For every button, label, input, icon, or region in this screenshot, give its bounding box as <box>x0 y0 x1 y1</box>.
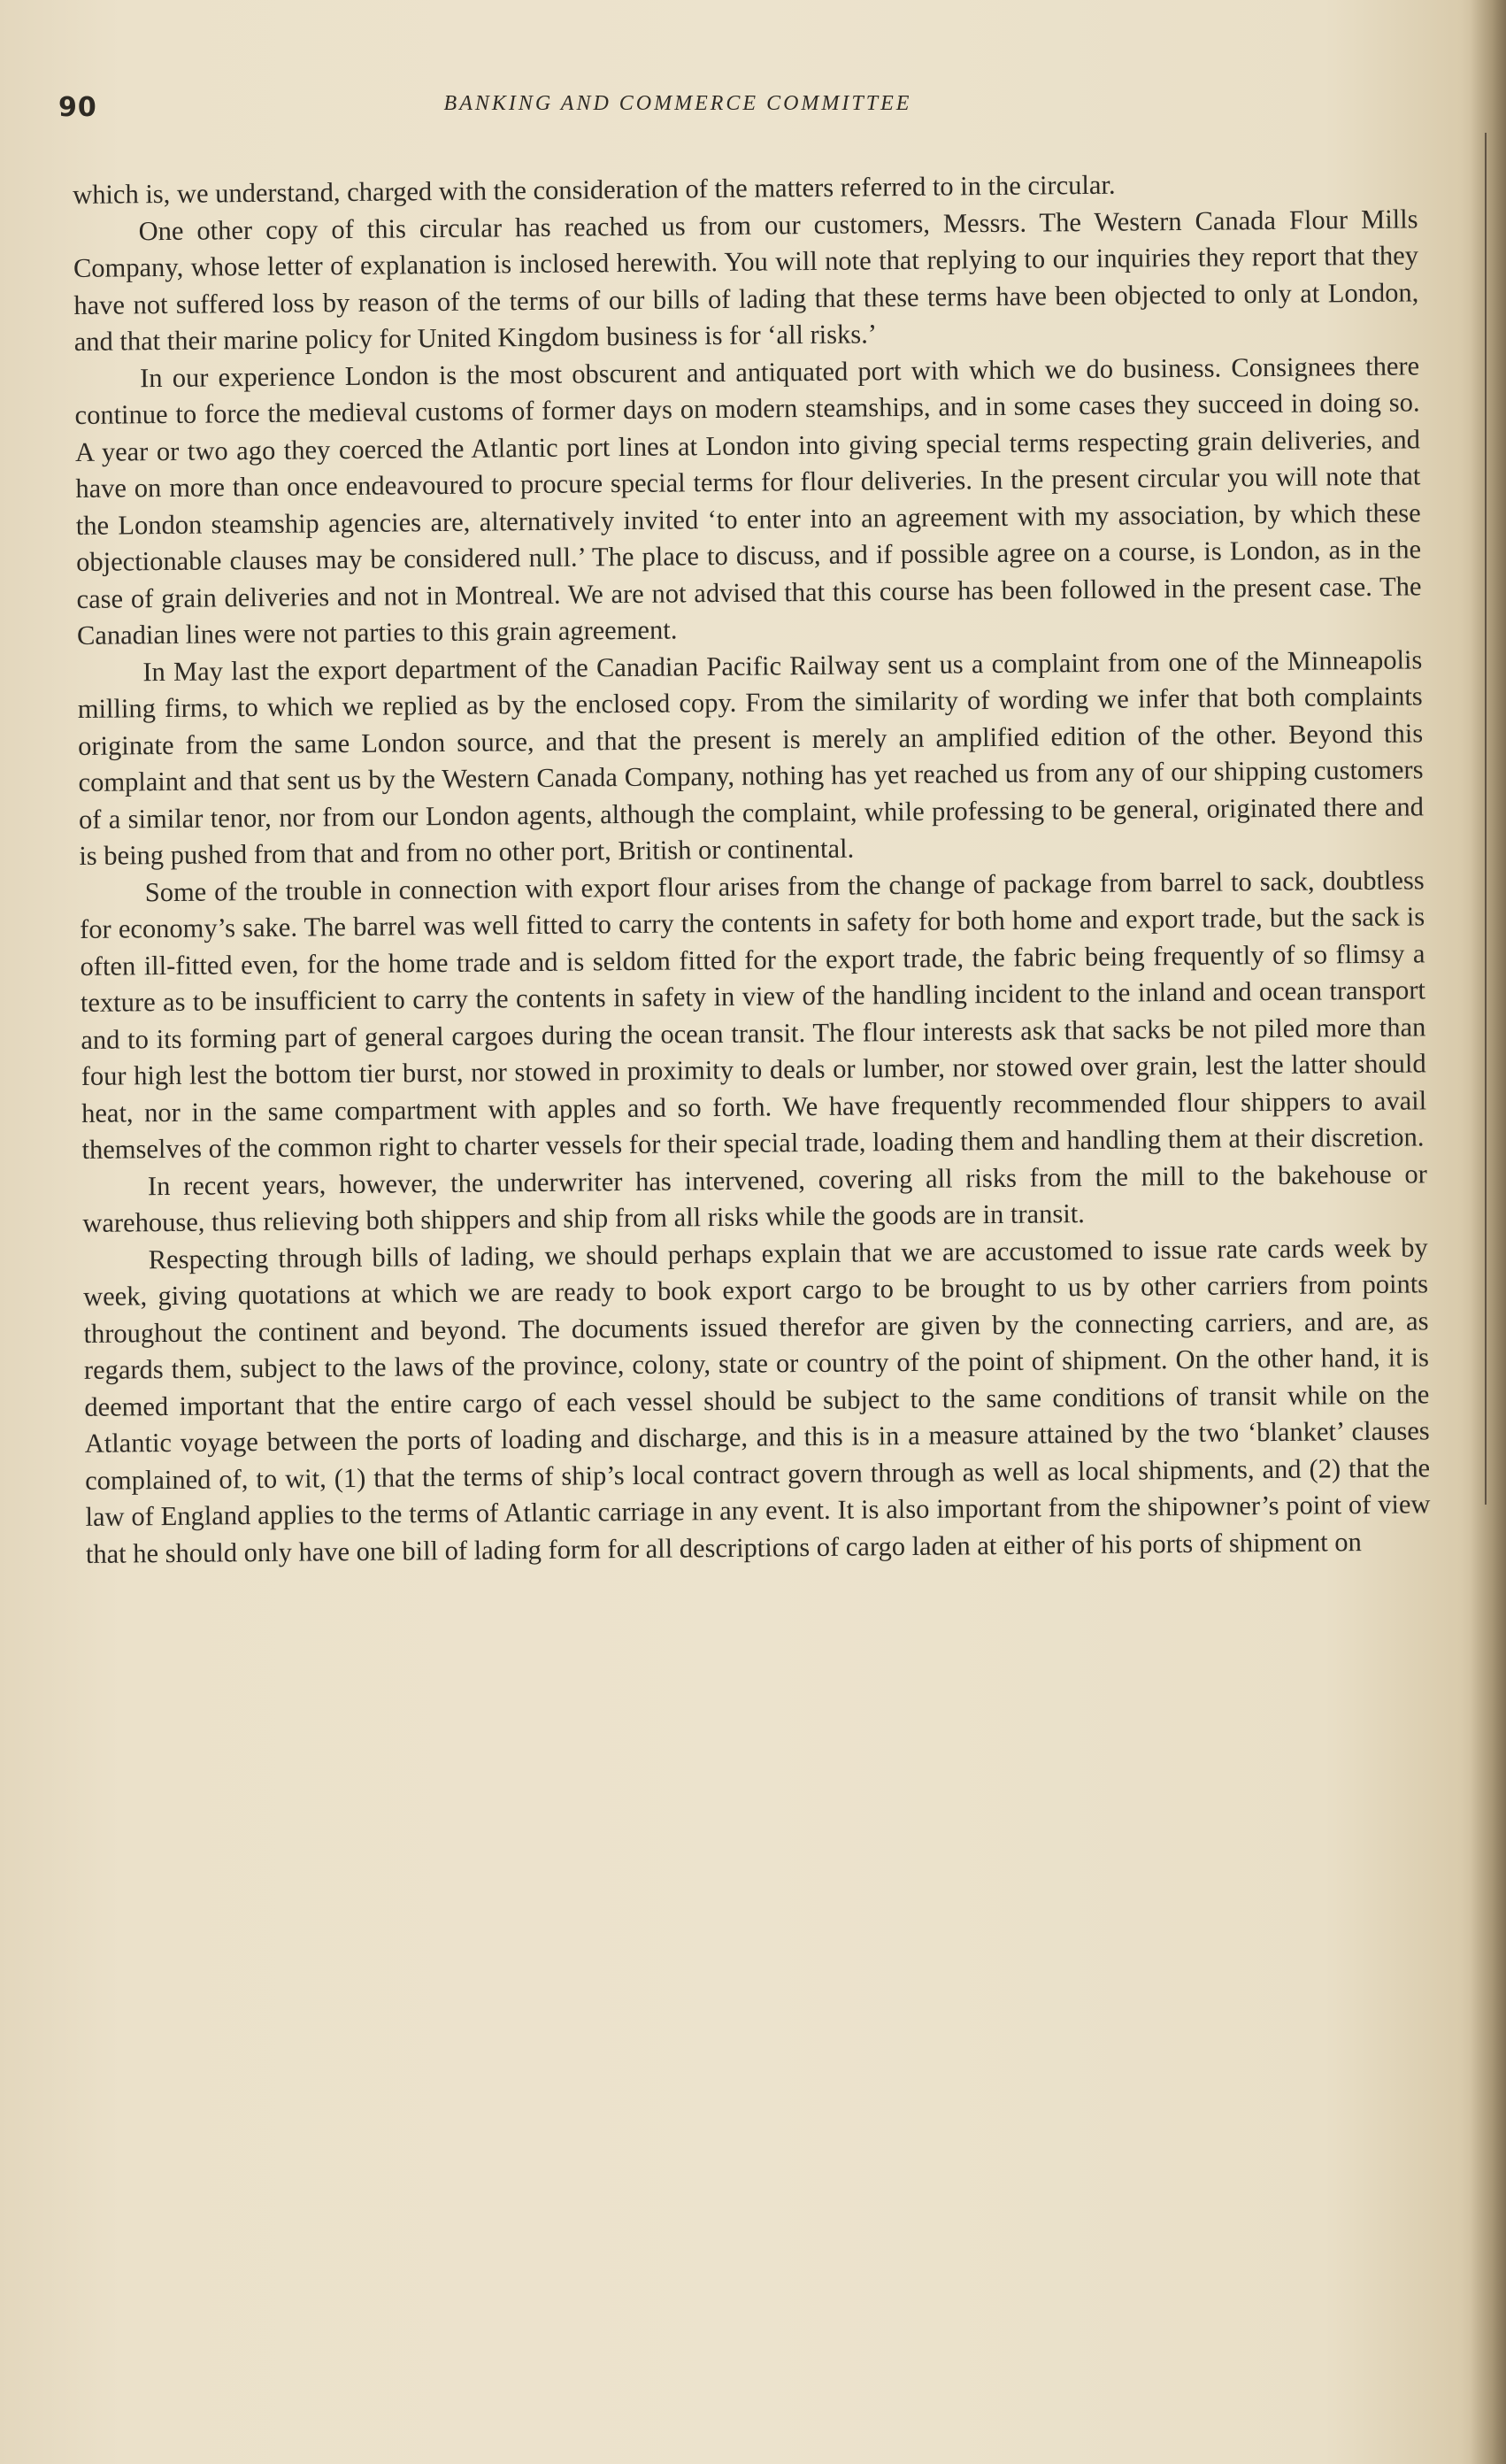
paragraph: Respecting through bills of lading, we should perhaps explain that we are accustomed to issue rate cards week by week, giving quotations at which we are ready to book export cargo to be brought to us by other carriers from points throughout the continent and beyond. The documents issued therefor are given by the connecting carriers, and are, as regards them, subject to the laws of the province, colony, state or country of the point of shipment. On the other hand, it is deemed important that the entire cargo of each vessel should be subject to the same conditions of transit while on the Atlantic voyage between the ports of loading and discharge, and this is in a measure attained by the two ‘blanket’ clauses complained of, to wit, (1) that the terms of ship’s local contract govern through as well as local shipments, and (2) that the law of England applies to the terms of Atlantic carriage in any event. It is also important from the shipowner’s point of view that he should only have one bill of lading form for all descriptions of cargo laden at either of his ports of shipment on <box>82 1231 1431 1569</box>
page-header <box>58 92 1421 127</box>
paragraph: In May last the export department of the Canadian Pacific Railway sent us a complaint from one of the Minneapolis milling firms, to which we replied as by the enclosed copy. From the similarity of wording we infer that both complaints originate from the same London source, and that the present is merely an amplified edition of the other. Beyond this complaint and that sent us by the Western Canada Company, nothing has yet reached us from any of our shipping customers of a similar tenor, nor from our London agents, although the complaint, while professing to be general, originated there and is being pushed from that and from no other port, British or continental. <box>77 643 1425 871</box>
running-head: BANKING AND COMMERCE COMMITTEE <box>443 92 912 115</box>
paragraph: In recent years, however, the underwriter has intervened, covering all risks from the mill to the bakehouse or warehouse, thus relieving both shippers and ship from all risks while the goods are in transit. <box>82 1158 1428 1238</box>
paragraph: In our experience London is the most obscurent and antiquated port with which we do business. Consignees there continue to force the medieval customs of former days on modern steamships, and in some cases they succeed in doing so. A year or two ago they coerced the Atlantic port lines at London into giving special terms respecting grain deliveries, and have on more than once endeavoured to procure special terms for flour deliveries. In the present circular you will note that the London steamship agencies are, alternatively invited ‘to enter into an agreement with my association, by which these objectionable clauses may be considered null.’ The place to discuss, and if possible agree on a course, is London, as in the case of grain deliveries and not in Montreal. We are not advised that this course has been followed in the present case. The Canadian lines were not parties to this grain agreement. <box>74 350 1422 651</box>
paragraph: One other copy of this circular has reached us from our customers, Messrs. The Western Canada Flour Mills Company, whose letter of explanation is inclosed herewith. You will note that replying to our inquiries they report that they have not suffered loss by reason of the terms of our bills of lading that these terms have been objected to only at London, and that their marine policy for United Kingdom business is for ‘all risks.’ <box>73 203 1419 357</box>
body-text <box>73 164 1431 1573</box>
page-number: 90 <box>58 92 97 123</box>
page-shadow-edge <box>1471 0 1506 2464</box>
binding-line <box>1485 133 1487 1505</box>
paragraph: which is, we understand, charged with the consideration of the matters referred to in the circular. <box>73 169 1116 210</box>
paragraph: Some of the trouble in connection with export flour arises from the change of package from barrel to sack, doubtless for economy’s sake. The barrel was well fitted to carry the contents in safety for both home and export trade, but the sack is often ill-fitted even, for the home trade and is seldom fitted for the export trade, the fabric being frequently of so flimsy a texture as to be insufficient to carry the contents in safety in view of the handling incident to the inland and ocean transport and to its forming part of general cargoes during the ocean transit. The flour interests ask that sacks be not piled more than four high lest the bottom tier burst, nor stowed in proximity to deals or lumber, nor stowed over grain, lest the latter should heat, nor in the same compartment with apples and so forth. We have frequently recommended flour shippers to avail themselves of the common right to charter vessels for their special trade, loading them and handling them at their discretion. <box>79 864 1427 1165</box>
